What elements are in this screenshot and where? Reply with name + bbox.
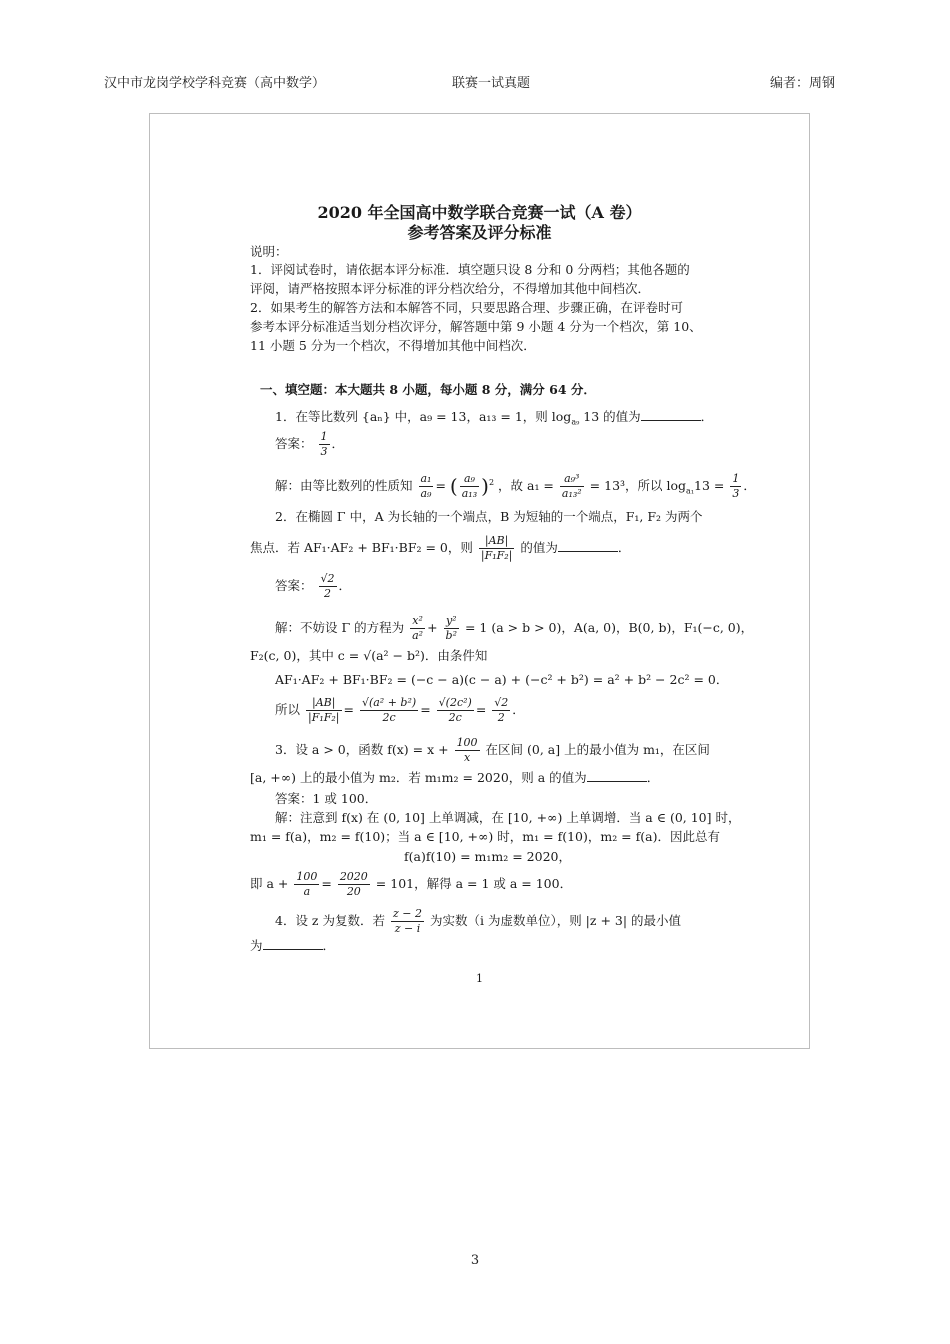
q1-ans-frac — [319, 430, 330, 459]
frac-num: a₁ — [420, 472, 432, 485]
frac-num: x² — [410, 614, 425, 629]
q2-sol-e: 所以 — [275, 702, 301, 717]
header-left: 汉中市龙岗学校学科竞赛（高中数学） — [104, 76, 326, 91]
q3-sol-e: = 101，解得 a = 1 或 a = 100． — [375, 876, 573, 891]
note-label: 说明： — [250, 244, 288, 259]
q1-sol-d: 13 = — [694, 478, 725, 493]
q3-stem-b: 在区间 (0, a] 上的最小值为 m₁，在区间 — [485, 742, 710, 757]
frac-num: 2020 — [339, 870, 368, 883]
q2-r3 — [437, 696, 474, 725]
frac-num: √(a² + b²) — [361, 696, 417, 709]
frac-den: a₁₃² — [561, 487, 582, 500]
note1-line1: 1．评阅试卷时，请依据本评分标准．填空题只设 8 分和 0 分两档；其他各题的 — [250, 262, 690, 277]
q3-stem-c: [a, +∞) 上的最小值为 m₂．若 m₁m₂ = 2020，则 a 的值为 — [250, 770, 587, 785]
q4-stem-c: 为 — [250, 938, 263, 953]
q2-stem-c: 的值为 — [520, 540, 558, 555]
q2-solution-line3: AF₁·AF₂ + BF₁·BF₂ = (−c − a)(c − a) + (−c² + b²) = a² + b² − 2c² = 0． — [275, 672, 729, 687]
q2-ans-frac — [319, 572, 337, 601]
note2-line1: 2．如果考生的解答方法和本解答不同，只要思路合理、步骤正确，在评卷时可 — [250, 300, 683, 315]
q4-stem-b: 为实数（i 为虚数单位），则 |z + 3| 的最小值 — [429, 913, 682, 928]
q2-frac — [479, 534, 515, 563]
q1-stem: 1．在等比数列 {aₙ} 中，a₉ = 13，a₁₃ = 1，则 $\log_{a_9} 13$ 的值为 ． — [275, 409, 714, 427]
q4-stem-line2: 为 ． — [250, 938, 336, 953]
q1-frac1 — [419, 472, 434, 501]
frac-den: a² — [412, 629, 424, 642]
q2-r1 — [306, 696, 342, 725]
frac-num: √2 — [494, 696, 509, 709]
frac-den: 2c — [382, 711, 396, 724]
inner-page-number: 1 — [476, 972, 483, 985]
page-number: 3 — [470, 1253, 480, 1268]
frac-den: 2 — [497, 711, 505, 724]
q1-ans-label: 答案： — [275, 436, 313, 451]
q2-stem-line2: 焦点．若 AF₁·AF₂ + BF₁·BF₂ = 0，则 $\frac{|AB|}{\text{|F₁F₂|}}$ 的值为 ． — [250, 534, 631, 562]
q3-frac — [455, 736, 480, 765]
frac-num: a₉ — [460, 472, 479, 487]
answer-blank — [587, 769, 647, 782]
header-right: 编者：周钢 — [770, 76, 836, 91]
frac-num: |AB| — [479, 534, 515, 549]
q2-sol-a: 解：不妨设 Γ 的方程为 — [275, 620, 405, 635]
q2-solution-line2: F₂(c, 0)，其中 c = √(a² − b²)．由条件知 — [250, 648, 488, 663]
frac-den: b² — [445, 629, 457, 642]
q2-stem-b: 焦点．若 AF₁·AF₂ + BF₁·BF₂ = 0，则 — [250, 540, 473, 555]
frac-den: 3 — [320, 445, 328, 458]
q1-answer: 答案： $\frac{1}{3}$ ． — [275, 430, 345, 458]
frac-num: √(2c²) — [438, 696, 472, 709]
q2-answer: 答案： $\frac{√2}{2}$ ． — [275, 572, 352, 600]
q1-sol-a: 解：由等比数列的性质知 — [275, 478, 413, 493]
q2-stem-line1: 2．在椭圆 Γ 中，A 为长轴的一个端点，B 为短轴的一个端点，F₁, F₂ 为两个 — [275, 509, 703, 524]
frac-den: |F₁F₂| — [308, 711, 340, 724]
frac-den: 2c — [448, 711, 462, 724]
frac-num: √2 — [320, 572, 335, 585]
q2-frac-x — [410, 614, 425, 643]
q3-sol-d: 即 a + — [250, 876, 289, 891]
frac-num: 1 — [732, 472, 740, 485]
frac-num: 100 — [296, 870, 318, 883]
frac-den: a — [303, 885, 311, 898]
frac-num: y² — [444, 614, 459, 629]
q4-frac — [391, 907, 424, 936]
q1-frac4 — [730, 472, 741, 501]
q3-answer: 答案：1 或 100． — [275, 791, 378, 806]
q2-sol-b: = 1 (a > b > 0)，A(a, 0)，B(0, b)，F₁(−c, 0)， — [464, 620, 754, 635]
frac-num: z − 2 — [392, 907, 422, 920]
note2-line3: 11 小题 5 分为一个档次，不得增加其他中间档次． — [250, 338, 536, 353]
q2-solution-line1: 解：不妨设 Γ 的方程为 $\frac{\text{x²}}{\text{a²}}$ + $\frac{\text{y²}}{\text{b²}}$ = 1 (a > b > 0)，A(a, 0)，B(0, b)，F₁(−c, 0)， — [275, 614, 754, 642]
frac-den: a₁₃ — [461, 487, 478, 500]
frac-den: 20 — [346, 885, 361, 898]
q3-stem-line1 — [275, 736, 710, 765]
q4-stem-line1 — [275, 907, 681, 936]
q1-sol-c: = 13³，所以 log — [589, 478, 687, 493]
q3-solution-line2: m₁ = f(a)，m₂ = f(10)；当 a ∈ [10, +∞) 时，m₁ = f(10)，m₂ = f(a)．因此总有 — [250, 829, 720, 844]
q3-solution-line4: 即 a + $\frac{100}{a}$ = $\frac{2020}{20}$ = 101，解得 a = 1 或 a = 100． — [250, 870, 573, 898]
q2-frac-y — [444, 614, 459, 643]
q3-solution-line1: 解：注意到 f(x) 在 (0, 10] 上单调减，在 [10, +∞) 上单调增．当 a ∈ (0, 10] 时， — [275, 810, 741, 825]
doc-title: 2020 年全国高中数学联合竞赛一试（A 卷） — [317, 203, 642, 222]
frac-num: a₉³ — [560, 472, 584, 487]
q3-stem-a: 3．设 a > 0，函数 f(x) = x + — [275, 742, 449, 757]
q4-stem-a: 4．设 z 为复数．若 — [275, 913, 385, 928]
q1-frac3 — [560, 472, 584, 501]
scanned-page — [149, 113, 810, 1049]
frac-den: 2 — [324, 587, 331, 600]
frac-num: 1 — [320, 430, 328, 443]
q2-solution-line4: 所以 $\frac{|AB|}{\text{|F₁F₂|}}$ = $\frac{\text{√(a² + b²)}}{2c}$ = $\frac{\text{√(2c²)}}{2c}$ = $\frac{√2}{2}$ ． — [275, 696, 525, 724]
q2-ans-label: 答案： — [275, 578, 313, 593]
answer-blank — [641, 408, 701, 421]
q2-r2 — [360, 696, 418, 725]
frac-num: 100 — [456, 736, 478, 749]
frac-den: z − i — [394, 922, 421, 935]
q3-g1 — [294, 870, 319, 899]
q3-g2 — [338, 870, 370, 899]
note1-line2: 评阅，请严格按照本评分标准的评分档次给分，不得增加其他中间档次． — [250, 281, 651, 296]
q1-frac2 — [460, 472, 479, 501]
frac-den: a₉ — [420, 487, 432, 500]
frac-den: |F₁F₂| — [480, 549, 513, 562]
q3-stem-line2: [a, +∞) 上的最小值为 m₂．若 m₁m₂ = 2020，则 a 的值为 ． — [250, 770, 660, 785]
doc-subtitle: 参考答案及评分标准 — [407, 223, 552, 242]
header-center: 联赛一试真题 — [452, 76, 531, 91]
q3-solution-line3: f(a)f(10) = m₁m₂ = 2020， — [404, 849, 571, 864]
note2-line2: 参考本评分标准适当划分档次评分，解答题中第 9 小题 4 分为一个档次，第 10、 — [250, 319, 702, 334]
frac-num: |AB| — [306, 696, 342, 711]
frac-den: x — [463, 751, 471, 764]
q2-r4 — [492, 696, 510, 725]
answer-blank — [263, 937, 323, 950]
section-fill-in: 一、填空题：本大题共 8 小题，每小题 8 分，满分 64 分． — [260, 382, 596, 397]
answer-blank — [558, 539, 618, 552]
q1-stem-a: 1．在等比数列 {aₙ} 中，a₉ = 13，a₁₃ = 1，则 log — [275, 409, 572, 424]
q1-sol-b: ，故 a₁ = — [498, 478, 554, 493]
q1-solution: 解：由等比数列的性质知 $\frac{\text{a₁}}{\text{a₉}}$ = ( $\frac{\text{a₉}}{\text{a₁₃}}$ )$^2$ ，故 a₁ = $\frac{\text{a₉³}}{\text{a₁₃²}}$ = 13³，所以 $\log_{a_1}13$ = $\frac{1}{3}$ ． — [275, 472, 756, 500]
frac-den: 3 — [732, 487, 740, 500]
q1-stem-b: 13 的值为 — [583, 409, 641, 424]
